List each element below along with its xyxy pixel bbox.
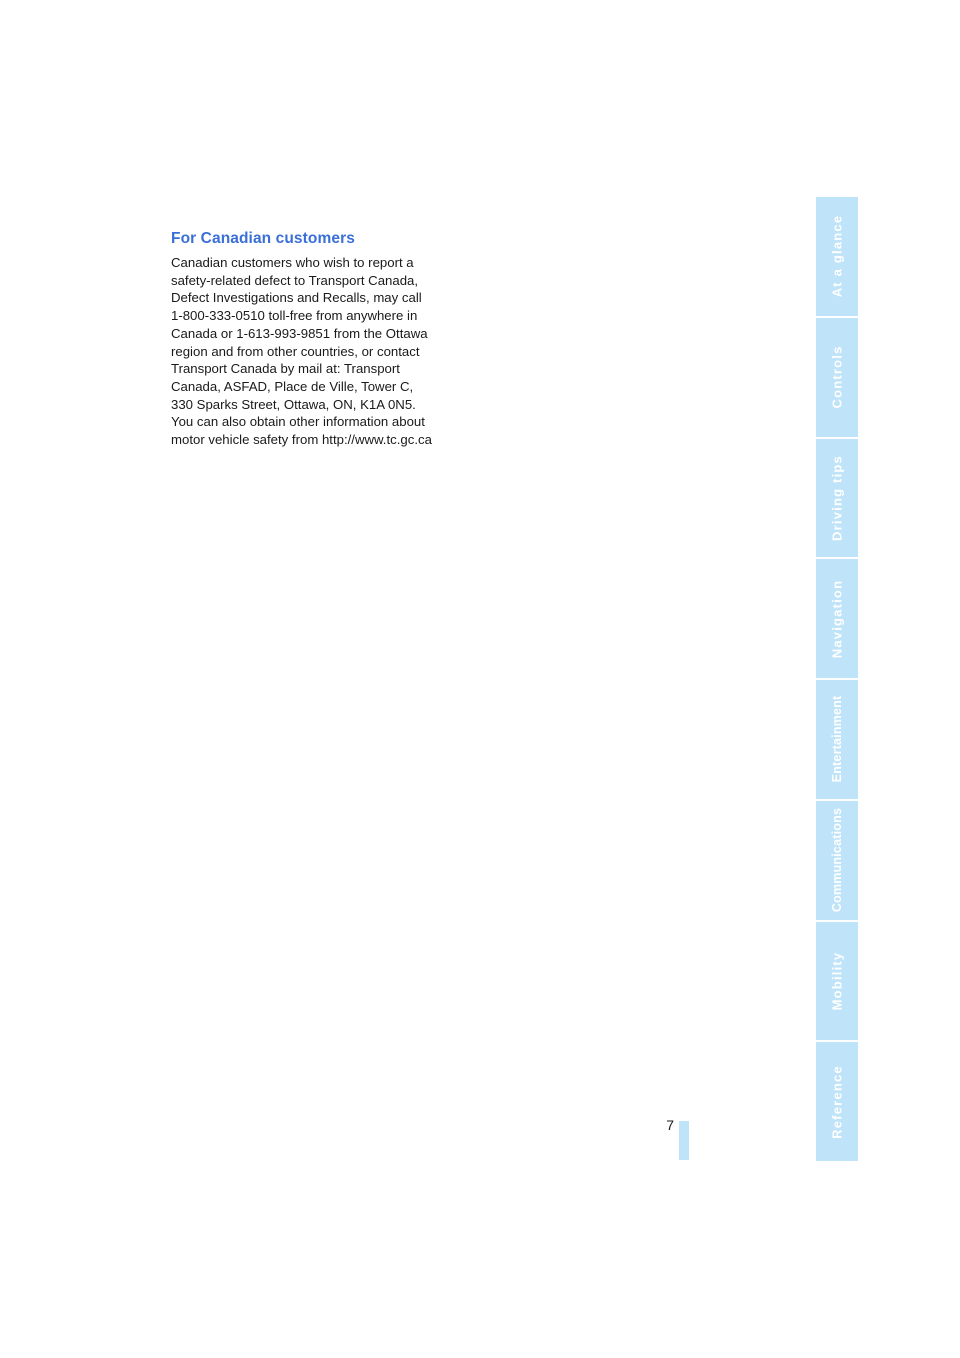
tab-label: Entertainment [830,696,844,783]
tab-mobility[interactable] [816,922,858,1043]
body-line: You can also obtain other information about [171,414,425,430]
section-heading: For Canadian customers [171,230,355,247]
tab-controls[interactable] [816,318,858,439]
tab-reference[interactable] [816,1042,858,1161]
tab-label: Navigation [829,579,845,658]
tab-navigation[interactable] [816,559,858,680]
tab-label: Driving tips [829,454,845,541]
body-line: Defect Investigations and Recalls, may call [171,290,422,306]
body-line: Canada or 1-613-993-9851 from the Ottawa [171,325,428,341]
body-line: safety-related defect to Transport Canada, [171,272,419,288]
body-line: Canadian customers who wish to report a [171,255,414,270]
body-line: Canada, ASFAD, Place de Ville, Tower C, [171,378,414,394]
section-body [171,254,471,449]
body-line: 330 Sparks Street, Ottawa, ON, K1A 0N5. [171,396,416,412]
tab-label: At a glance [829,215,845,298]
body-line: Transport Canada by mail at: Transport [171,361,400,377]
tab-driving-tips[interactable] [816,439,858,560]
tab-communications[interactable] [816,801,858,922]
tab-at-a-glance[interactable] [816,197,858,318]
page-number: 7 [666,1117,674,1133]
tab-label: Reference [829,1064,845,1139]
body-line: 1-800-333-0510 toll-free from anywhere in [171,308,418,324]
body-line: motor vehicle safety from http://www.tc.gc.ca [171,432,432,448]
tab-label: Communications [830,808,844,913]
chapter-tabs [816,197,858,1161]
tab-entertainment[interactable] [816,680,858,801]
tab-label: Controls [829,345,845,409]
tab-label: Mobility [829,951,845,1011]
page-marker-bar [679,1121,689,1160]
body-line: region and from other countries, or contact [171,343,420,359]
